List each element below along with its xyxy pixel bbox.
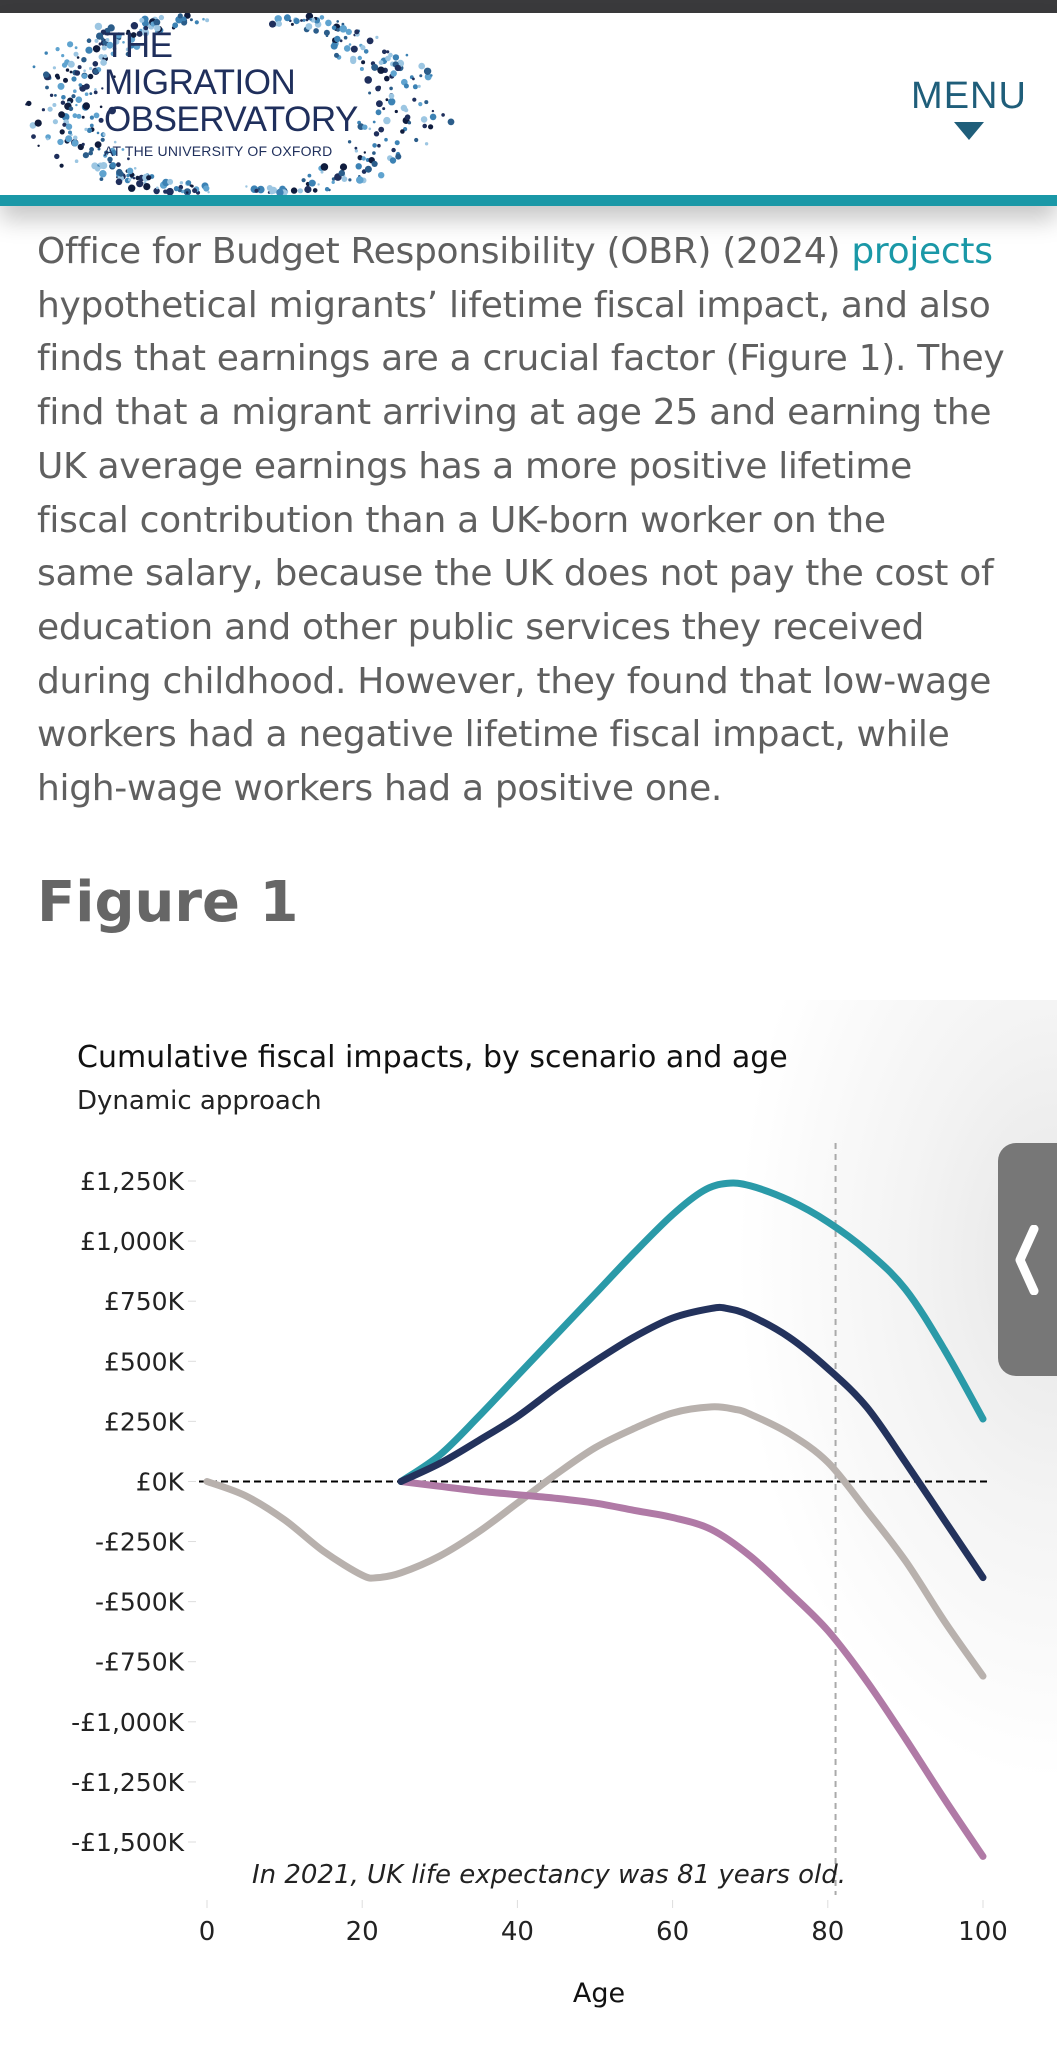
logo-dot — [360, 45, 365, 50]
logo-dot — [300, 19, 303, 22]
logo-dot — [71, 76, 76, 81]
logo-dot — [45, 86, 49, 90]
logo-dot — [66, 68, 69, 71]
paragraph-text: Office for Budget Responsibility (OBR) (2024) — [37, 231, 852, 272]
logo-dot — [388, 98, 395, 105]
logo-dot — [384, 76, 390, 82]
article-paragraph — [37, 225, 1027, 816]
logo-dot — [400, 129, 405, 134]
logo-dot — [413, 84, 418, 89]
logo-dot — [418, 85, 421, 88]
logo-dot — [78, 65, 82, 69]
logo-dot — [421, 116, 428, 123]
logo-dot — [422, 124, 427, 129]
logo-dot — [83, 152, 89, 158]
paragraph-line: fiscal contribution than a UK-born worker on the — [37, 499, 886, 541]
logo-dot — [56, 47, 60, 51]
logo-dot — [404, 108, 408, 112]
logo-dot — [76, 96, 83, 103]
logo-dot — [61, 101, 65, 105]
logo-dot — [93, 61, 99, 67]
logo-dot — [364, 76, 372, 84]
logo-dot — [82, 74, 87, 79]
y-tick-label: -£250K — [94, 1527, 184, 1557]
logo-dot — [203, 185, 209, 191]
logo-dot — [393, 54, 399, 60]
logo-dot — [309, 180, 316, 187]
logo-dot — [26, 101, 31, 106]
logo-dot — [395, 140, 400, 145]
logo-text — [104, 27, 358, 162]
logo-dot — [306, 19, 309, 22]
logo-dot — [245, 185, 247, 187]
logo-dot — [116, 162, 121, 167]
logo-dot — [386, 50, 389, 53]
x-tick-label: 100 — [958, 1917, 1008, 1947]
paragraph-line: during childhood. However, they found that low-wage — [37, 660, 992, 702]
logo-dot — [376, 100, 383, 107]
logo-dot — [139, 18, 144, 23]
logo-dot — [45, 51, 48, 54]
logo-dot — [156, 187, 159, 190]
chevron-down-icon — [954, 122, 984, 140]
logo-dot — [391, 70, 397, 76]
logo-dot — [61, 54, 64, 57]
logo-dot — [154, 19, 161, 26]
paragraph-line: high-wage workers had a positive one. — [37, 768, 723, 810]
logo-dot — [356, 176, 364, 184]
x-tick-label: 60 — [656, 1917, 690, 1947]
logo-dot — [128, 185, 135, 192]
x-axis-label: Age — [572, 1978, 626, 2009]
series-line-2 — [401, 1307, 983, 1577]
logo-dot — [100, 177, 104, 181]
y-tick-label: £1,000K — [80, 1227, 184, 1257]
logo-dot — [348, 178, 351, 181]
logo-dot — [93, 45, 100, 52]
logo-dot — [37, 145, 39, 147]
logo-dot — [360, 67, 364, 71]
paragraph-line: hypothetical migrants’ lifetime fiscal impact, and also — [37, 284, 991, 326]
logo-dot — [134, 167, 137, 170]
menu-button[interactable] — [909, 75, 1029, 140]
logo-dot — [321, 163, 329, 171]
logo-dot — [372, 143, 377, 148]
logo-dot — [378, 172, 384, 178]
logo-dot — [325, 20, 332, 27]
logo-dot — [313, 188, 318, 193]
logo-dot — [391, 148, 395, 152]
logo-dot — [418, 102, 422, 106]
logo-dot — [424, 100, 428, 104]
logo-dot — [178, 13, 183, 18]
logo-dot — [67, 41, 73, 47]
logo-dot — [298, 189, 302, 193]
logo-dot — [376, 109, 382, 115]
logo-dot — [412, 78, 415, 81]
logo-dot — [395, 65, 401, 71]
logo-dot — [82, 143, 85, 146]
logo-dot — [92, 163, 98, 169]
logo-dot — [414, 138, 418, 142]
logo-dot — [116, 179, 123, 186]
logo-dot — [71, 94, 75, 98]
logo-dot — [294, 18, 300, 24]
logo-dot — [63, 78, 68, 83]
logo-dot — [85, 47, 92, 54]
logo-dot — [65, 135, 72, 142]
logo-dot — [94, 91, 98, 95]
logo-dot — [116, 169, 122, 175]
logo-subtitle: AT THE UNIVERSITY OF OXFORD — [104, 143, 333, 159]
logo-dot — [386, 98, 389, 101]
logo-dot — [432, 110, 434, 112]
logo-dot — [406, 54, 409, 57]
logo-dot — [89, 92, 92, 95]
logo-dot — [408, 121, 411, 124]
logo-dot — [358, 56, 362, 60]
logo-dot — [374, 131, 379, 136]
logo-dot — [61, 95, 66, 100]
logo-dot — [159, 15, 164, 20]
logo-dot — [375, 36, 378, 39]
logo-dot — [373, 121, 376, 124]
logo-dot — [99, 42, 102, 45]
logo-dot — [95, 23, 102, 30]
logo-dot — [362, 125, 367, 130]
logo-dot — [89, 147, 94, 152]
logo-dot — [73, 113, 78, 118]
logo-dot — [320, 15, 325, 20]
chart-subtitle: Dynamic approach — [77, 1086, 322, 1116]
logo-dot — [58, 83, 65, 90]
logo-dot — [375, 86, 381, 92]
logo-dot — [389, 93, 395, 99]
logo-dot — [143, 183, 150, 190]
logo-line-migration: MIGRATION — [104, 63, 296, 102]
life-expectancy-annotation: In 2021, UK life expectancy was 81 years old. — [251, 1860, 847, 1890]
logo-dot — [356, 163, 362, 169]
logo-dot — [48, 107, 53, 112]
logo-dot — [205, 18, 209, 22]
paragraph-line: same salary, because the UK does not pay the cost of — [37, 553, 994, 595]
side-panel-toggle[interactable] — [998, 1143, 1057, 1376]
logo-dot — [339, 170, 345, 176]
logo-dot — [68, 131, 72, 135]
logo-dot — [75, 70, 81, 76]
logo-dot — [291, 187, 297, 193]
logo-dot — [110, 162, 116, 168]
logo-dot — [82, 116, 85, 119]
logo-dot — [96, 33, 103, 40]
logo-dot — [254, 189, 258, 193]
logo-dot — [309, 18, 312, 21]
logo-dot — [186, 191, 189, 194]
logo-dot — [66, 124, 72, 130]
logo-dot — [382, 50, 387, 55]
logo-dot — [342, 176, 348, 182]
y-tick-label: -£500K — [94, 1587, 184, 1617]
logo-dot — [385, 56, 391, 62]
logo-dot — [340, 163, 347, 170]
logo-dot — [73, 89, 77, 93]
logo-dot — [70, 71, 73, 74]
logo-dot — [192, 188, 197, 193]
logo-dot — [136, 180, 143, 187]
chart-plot — [0, 1000, 1057, 2048]
logo-dot — [46, 138, 49, 141]
logo-dot — [42, 108, 45, 111]
logo-dot — [53, 66, 56, 69]
logo-dot — [99, 118, 104, 123]
logo-dot — [90, 124, 94, 128]
logo-dot — [302, 178, 306, 182]
logo-dot — [382, 107, 385, 110]
logo-dot — [87, 38, 92, 43]
logo-dot — [73, 136, 77, 140]
logo-dot — [62, 62, 67, 67]
logo-dot — [389, 87, 393, 91]
logo-dot — [93, 69, 98, 74]
logo-dot — [69, 107, 74, 112]
logo-dot — [43, 71, 49, 77]
logo-dot — [167, 179, 173, 185]
logo-dot — [317, 183, 319, 185]
x-tick-label: 0 — [198, 1917, 216, 1947]
logo-dot — [430, 74, 433, 77]
logo-dot — [336, 20, 339, 23]
figure-1-chart — [0, 1000, 1057, 2048]
logo-dot — [94, 113, 100, 119]
logo-dot — [372, 161, 378, 167]
logo-dot — [180, 181, 183, 184]
y-tick-label: -£750K — [94, 1647, 184, 1677]
logo-dot — [75, 46, 78, 49]
logo-dot — [395, 154, 401, 160]
logo-dot — [186, 180, 191, 185]
logo-dot — [54, 94, 57, 97]
y-tick-label: £750K — [103, 1287, 184, 1317]
logo-dot — [54, 154, 59, 159]
logo-dot — [304, 186, 311, 193]
logo-dot — [361, 60, 365, 64]
logo-dot — [190, 18, 193, 21]
logo-dot — [418, 63, 425, 70]
logo-dot — [126, 174, 129, 177]
logo-dot — [367, 38, 374, 45]
logo-dot — [75, 159, 79, 163]
logo-dot — [90, 116, 94, 120]
logo-dot — [88, 74, 93, 79]
logo-dot — [33, 65, 36, 68]
logo-dot — [68, 61, 75, 68]
logo-dot — [419, 74, 422, 77]
logo-dot — [412, 98, 416, 102]
logo-dot — [83, 69, 86, 72]
paragraph-line: education and other public services they received — [37, 606, 925, 648]
y-tick-label: £250K — [103, 1407, 184, 1437]
y-tick-label: -£1,500K — [71, 1828, 184, 1857]
logo-dot — [89, 67, 92, 70]
series-line-3 — [207, 1407, 983, 1676]
logo-dot — [135, 176, 139, 180]
logo-dot — [127, 168, 134, 175]
logo-dot — [390, 157, 396, 163]
paragraph-line — [37, 231, 993, 272]
logo-dot — [195, 20, 199, 24]
logo-dot — [31, 134, 36, 139]
logo-dot — [166, 188, 174, 195]
x-tick-label: 40 — [500, 1917, 534, 1947]
logo-dot — [60, 129, 65, 134]
logo-dot — [95, 141, 102, 148]
logo-dot — [405, 114, 411, 120]
figure-heading: Figure 1 — [37, 870, 299, 935]
logo-dot — [269, 190, 274, 195]
logo-dot — [35, 120, 42, 127]
logo-dot — [404, 84, 409, 89]
logo-dot — [379, 60, 384, 65]
logo-dot — [369, 128, 372, 131]
logo-dot — [332, 181, 335, 184]
logo-dot — [448, 119, 455, 126]
logo-dot — [87, 128, 92, 133]
logo-dot — [207, 191, 209, 193]
logo-dot — [441, 113, 445, 117]
logo-dot — [133, 177, 135, 179]
logo-dot — [364, 151, 366, 153]
logo-dot — [377, 67, 384, 74]
logo-dot — [95, 39, 99, 43]
logo-dot — [128, 178, 131, 181]
logo-dot — [50, 94, 53, 97]
logo-dot — [308, 174, 312, 178]
logo-line-the: THE — [104, 26, 173, 65]
y-tick-label: £0K — [135, 1467, 184, 1497]
logo-dot — [60, 164, 64, 168]
chart-title: Cumulative fiscal impacts, by scenario and age — [77, 1040, 788, 1075]
logo-dot — [74, 52, 79, 57]
logo-dot — [362, 156, 366, 160]
menu-label: MENU — [911, 75, 1027, 117]
logo-dot — [77, 56, 80, 59]
paragraph-line: finds that earnings are a crucial factor (Figure 1). They — [37, 338, 1005, 380]
logo-dot — [395, 110, 398, 113]
logo-dot — [325, 187, 329, 191]
browser-top-bar — [0, 0, 1057, 13]
logo-dot — [425, 142, 428, 145]
logo-dot — [371, 64, 378, 71]
logo-dot — [284, 14, 291, 21]
y-tick-label: £500K — [103, 1347, 184, 1377]
site-header — [0, 13, 1057, 206]
paragraph-line: UK average earnings has a more positive lifetime — [37, 445, 912, 487]
logo-dot — [383, 117, 390, 124]
logo-dot — [94, 88, 97, 91]
chevron-left-icon — [1010, 1225, 1044, 1295]
logo-dot — [364, 49, 369, 54]
x-tick-label: 20 — [345, 1917, 379, 1947]
article-body — [37, 225, 1027, 816]
logo-dot — [58, 111, 65, 118]
logo-line-observatory: OBSERVATORY — [104, 100, 358, 139]
logo-dot — [428, 124, 433, 129]
logo-dot — [384, 138, 388, 142]
logo-dot — [57, 139, 63, 145]
logo-dot — [377, 144, 381, 148]
logo-dot — [365, 166, 372, 173]
paragraph-line: workers had a negative lifetime fiscal impact, while — [37, 714, 950, 756]
logo-dot — [97, 132, 100, 135]
logo-dot — [53, 119, 58, 124]
logo-dot — [368, 92, 371, 95]
logo-dot — [430, 114, 437, 121]
logo-dot — [83, 102, 90, 109]
logo-dot — [202, 18, 205, 21]
logo-dot — [52, 103, 56, 107]
logo-dot — [84, 84, 90, 90]
x-tick-label: 80 — [811, 1917, 845, 1947]
logo-dot — [75, 104, 77, 106]
logo-dot — [56, 76, 60, 80]
logo-dot — [424, 68, 431, 75]
logo-dot — [146, 175, 151, 180]
logo-dot — [84, 128, 87, 131]
y-tick-label: £1,250K — [80, 1167, 184, 1196]
site-logo[interactable] — [8, 13, 468, 195]
logo-dot — [276, 21, 282, 27]
logo-dot — [372, 151, 376, 155]
series-line-4 — [401, 1482, 983, 1857]
paragraph-line: find that a migrant arriving at age 25 and earning the — [37, 392, 992, 434]
logo-dot — [99, 170, 106, 177]
logo-dot — [378, 127, 384, 133]
y-tick-label: -£1,000K — [71, 1707, 184, 1737]
logo-dot — [174, 186, 179, 191]
logo-dot — [81, 57, 86, 62]
logo-dot — [85, 92, 89, 96]
logo-dot — [79, 83, 83, 87]
logo-dot — [72, 140, 79, 147]
logo-dot — [291, 23, 294, 26]
projects-link[interactable]: projects — [851, 231, 993, 272]
logo-dot — [100, 106, 103, 109]
y-tick-label: -£1,250K — [71, 1767, 184, 1797]
